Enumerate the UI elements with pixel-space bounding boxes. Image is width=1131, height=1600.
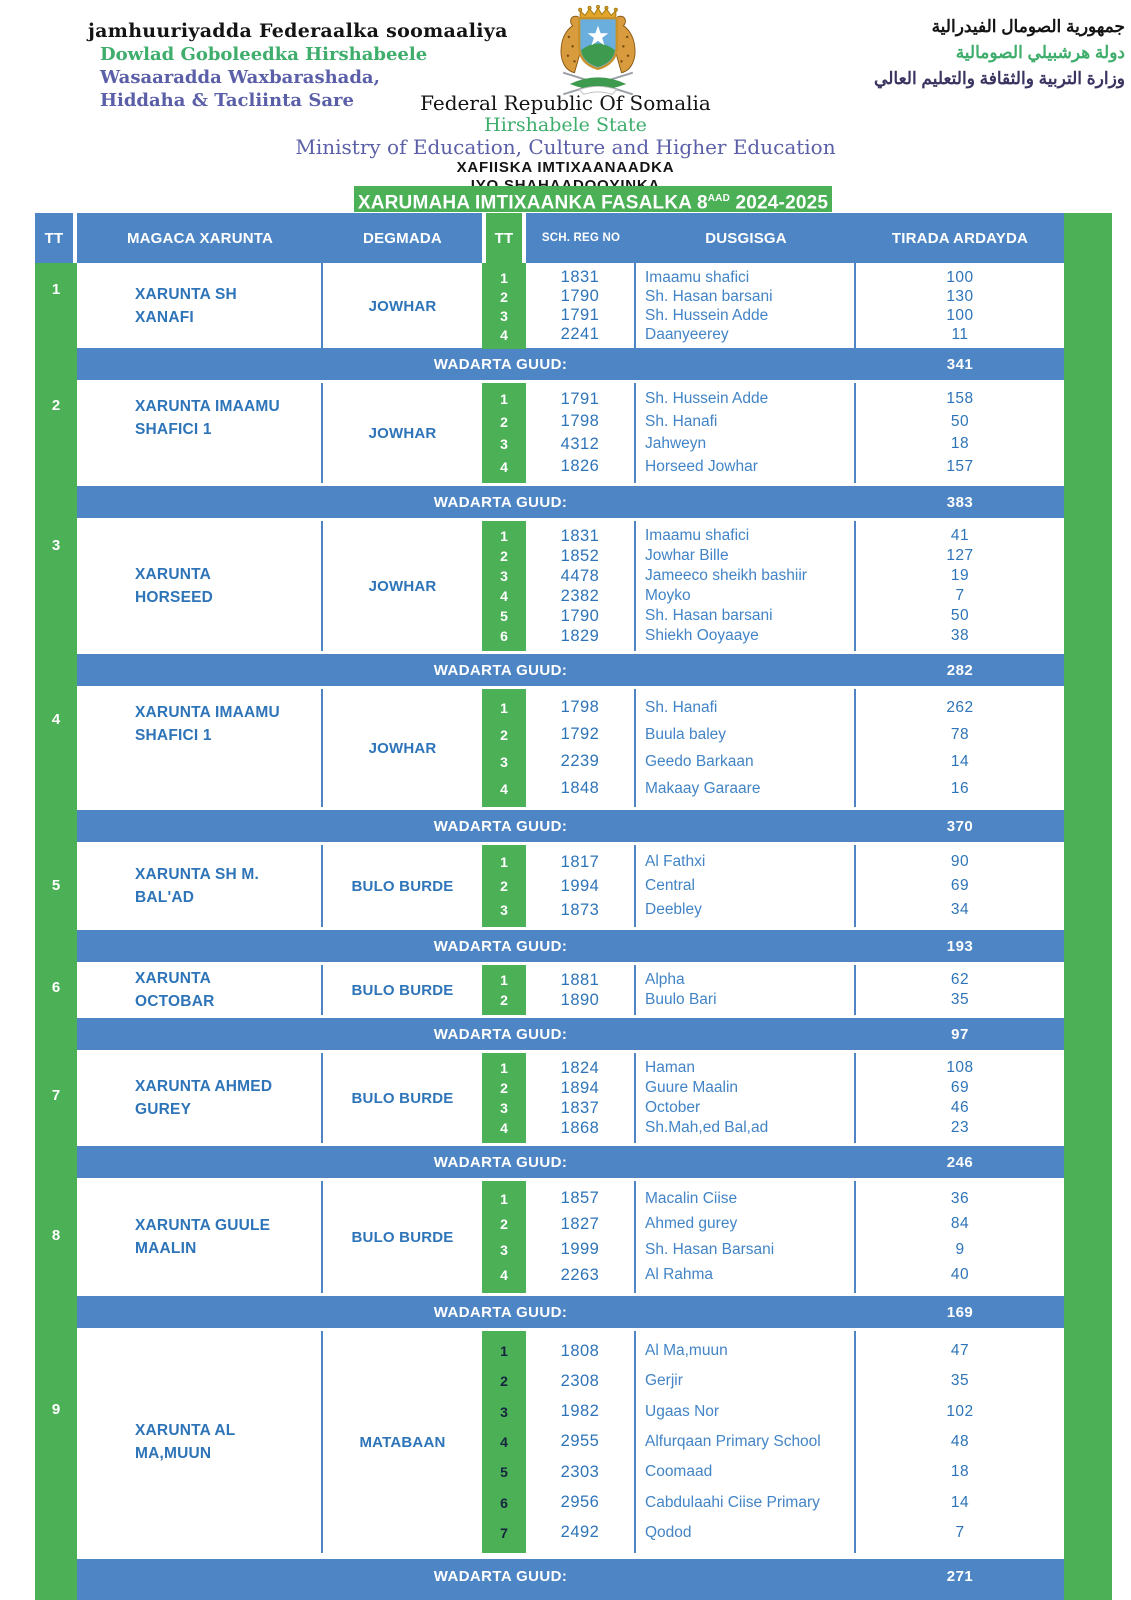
table-body <box>51 263 1064 1600</box>
student-count: 41 <box>950 527 970 544</box>
republic-name-arabic: جمهورية الصومال الفيدرالية <box>931 17 1125 36</box>
student-count: 108 <box>946 1059 974 1076</box>
table-header-row <box>35 213 1112 263</box>
student-count: 34 <box>950 901 970 918</box>
school-name: Sh. Hasan barsani <box>645 287 773 305</box>
school-index-number: 6 <box>500 1494 508 1511</box>
center-group-row <box>51 1331 1064 1553</box>
group-index-number: 2 <box>51 397 61 414</box>
student-count: 127 <box>946 547 974 564</box>
school-reg-no: 2308 <box>560 1371 600 1390</box>
center-name: XARUNTA SH XANAFI <box>135 286 237 326</box>
school-name: Sh. Hanafi <box>645 698 718 716</box>
student-count-cell <box>856 965 1064 1015</box>
student-count: 62 <box>950 971 970 988</box>
total-row <box>77 930 1064 962</box>
school-index-band <box>482 965 526 1015</box>
somalia-coat-of-arms-icon <box>527 5 669 99</box>
school-index-number: 4 <box>500 458 508 475</box>
district-cell: MATABAAN <box>359 1433 446 1451</box>
district-cell: JOWHAR <box>368 297 437 315</box>
school-index-number: 1 <box>500 1060 508 1076</box>
school-reg-no: 1831 <box>560 268 600 286</box>
school-name: Ugaas Nor <box>645 1402 720 1420</box>
district-cell: BULO BURDE <box>351 1089 454 1107</box>
student-count-cell <box>856 1331 1064 1553</box>
center-name-cell <box>77 521 323 651</box>
student-count: 50 <box>950 412 970 430</box>
student-count: 14 <box>950 752 970 770</box>
total-row-value: 341 <box>856 348 1064 380</box>
student-count: 18 <box>950 435 970 453</box>
total-row-value: 383 <box>856 486 1064 518</box>
center-name-cell <box>77 689 323 807</box>
student-count: 11 <box>951 325 969 343</box>
school-index-number: 4 <box>500 780 508 797</box>
school-reg-no: 1852 <box>560 546 600 565</box>
school-index-band <box>482 383 526 483</box>
school-reg-no: 1837 <box>560 1098 600 1117</box>
district-cell: BULO BURDE <box>351 877 454 895</box>
school-name: October <box>645 1099 701 1116</box>
state-name-arabic: دولة هرشبيلي الصومالية <box>955 43 1125 62</box>
school-reg-no: 1790 <box>560 287 600 305</box>
banner-year: 2024-2025 <box>730 192 829 214</box>
page-header <box>0 0 1131 213</box>
school-reg-no-cell <box>526 1053 636 1143</box>
school-name-cell <box>636 521 856 651</box>
student-count: 35 <box>950 991 970 1008</box>
group-index-number: 9 <box>51 1401 61 1418</box>
school-index-number: 2 <box>500 1216 508 1233</box>
school-reg-no: 1857 <box>560 1189 600 1208</box>
school-name: Alfurqaan Primary School <box>645 1432 821 1450</box>
school-name-cell <box>636 1331 856 1553</box>
school-index-number: 2 <box>500 288 508 305</box>
student-count: 158 <box>946 390 974 408</box>
group-index-number: 8 <box>51 1227 61 1244</box>
school-index-number: 4 <box>500 1433 508 1450</box>
school-name: Shiekh Ooyaaye <box>645 627 759 644</box>
office-name-line1: XAFIISKA IMTIXAANAADKA <box>456 159 675 176</box>
student-count: 16 <box>950 779 970 797</box>
student-count-cell <box>856 383 1064 483</box>
school-index-number: 3 <box>500 307 508 324</box>
school-index-number: 3 <box>500 436 508 453</box>
group-index-number: 5 <box>51 877 61 894</box>
school-reg-no: 2956 <box>560 1493 600 1512</box>
school-name: Guure Maalin <box>645 1079 739 1096</box>
school-name: Ahmed gurey <box>645 1215 738 1233</box>
school-index-number: 5 <box>500 608 508 624</box>
group-index-number: 6 <box>51 979 61 996</box>
school-reg-no: 2382 <box>560 586 600 605</box>
school-name: Sh. Hussein Adde <box>645 390 769 408</box>
school-name: Al Ma,muun <box>645 1342 728 1360</box>
student-count-cell <box>856 845 1064 927</box>
student-count: 47 <box>950 1342 970 1360</box>
center-name-cell <box>77 383 323 483</box>
student-count: 36 <box>950 1189 970 1207</box>
school-index-number: 2 <box>500 726 508 743</box>
school-name: Imaamu shafici <box>645 268 750 286</box>
school-reg-no: 1791 <box>560 389 600 408</box>
republic-name-english: Federal Republic Of Somalia <box>420 91 711 115</box>
col-header-degmada: DEGMADA <box>323 213 482 263</box>
school-name: Imaamu shafici <box>645 527 750 544</box>
school-reg-no: 1798 <box>560 698 600 716</box>
school-reg-no-cell <box>526 689 636 807</box>
school-name: Central <box>645 877 695 894</box>
student-count: 35 <box>950 1372 970 1390</box>
center-name-cell <box>77 965 323 1015</box>
total-row <box>77 810 1064 842</box>
student-count: 100 <box>946 306 974 324</box>
state-name-somali: Dowlad Goboleedka Hirshabeele <box>100 44 428 65</box>
school-name-cell <box>636 845 856 927</box>
school-name: Al Rahma <box>645 1266 714 1284</box>
school-name: Al Fathxi <box>645 853 706 870</box>
school-index-band <box>482 1053 526 1143</box>
exam-centers-table <box>35 213 1112 1600</box>
school-name: Macalin Ciise <box>645 1189 738 1207</box>
student-count: 84 <box>950 1215 970 1233</box>
school-name: Coomaad <box>645 1463 713 1481</box>
school-reg-no: 1808 <box>560 1341 600 1360</box>
group-index-number: 3 <box>51 537 61 554</box>
school-reg-no: 1817 <box>560 852 600 871</box>
school-reg-no: 1792 <box>560 725 600 743</box>
center-name: XARUNTA HORSEED <box>135 566 214 606</box>
center-name: XARUNTA AL MA,MUUN <box>135 1422 236 1462</box>
total-row-label: WADARTA GUUD: <box>77 486 856 518</box>
school-reg-no: 1848 <box>560 779 600 797</box>
student-count: 14 <box>950 1493 970 1511</box>
center-name-cell <box>77 1053 323 1143</box>
total-row-value: 97 <box>856 1018 1064 1050</box>
school-name: Moyko <box>645 587 691 604</box>
school-index-band <box>482 1331 526 1553</box>
student-count: 46 <box>950 1099 970 1116</box>
school-name: Sh. Hussein Adde <box>645 306 769 324</box>
school-index-number: 4 <box>500 588 508 604</box>
center-group-row <box>51 965 1064 1015</box>
school-reg-no: 1791 <box>560 306 600 324</box>
total-row-label: WADARTA GUUD: <box>77 1296 856 1328</box>
student-count-cell <box>856 263 1064 349</box>
school-reg-no: 1999 <box>560 1240 600 1259</box>
school-index-number: 1 <box>500 269 508 286</box>
school-index-number: 4 <box>500 1120 508 1136</box>
school-name: Sh. Hasan barsani <box>645 607 773 624</box>
school-index-number: 7 <box>500 1524 508 1541</box>
total-row-value: 246 <box>856 1146 1064 1178</box>
republic-name-somali: jamhuuriyadda Federaalka soomaaliya <box>88 20 508 42</box>
student-count: 157 <box>946 457 974 475</box>
banner-superscript: AAD <box>707 193 730 204</box>
center-name-cell <box>77 1331 323 1553</box>
state-name-english: Hirshabele State <box>484 114 647 136</box>
school-name-cell <box>636 1181 856 1293</box>
student-count: 18 <box>950 1463 970 1481</box>
school-name-cell <box>636 263 856 349</box>
total-row <box>77 486 1064 518</box>
student-count: 38 <box>950 627 970 644</box>
total-row-label: WADARTA GUUD: <box>77 654 856 686</box>
left-green-strip <box>35 263 77 1600</box>
school-name: Jameeco sheikh bashiir <box>645 567 807 584</box>
total-row-value: 169 <box>856 1296 1064 1328</box>
school-index-number: 1 <box>500 699 508 716</box>
school-index-number: 2 <box>500 992 508 1008</box>
center-group-row <box>51 1053 1064 1143</box>
group-index-number: 1 <box>51 281 61 298</box>
school-name: Cabdulaahi Ciise Primary <box>645 1493 820 1511</box>
student-count: 9 <box>955 1240 965 1258</box>
total-row <box>77 654 1064 686</box>
district-cell: BULO BURDE <box>351 1228 454 1246</box>
school-index-number: 2 <box>500 1373 508 1390</box>
school-name: Haman <box>645 1059 695 1076</box>
school-name: Geedo Barkaan <box>645 752 754 770</box>
student-count: 23 <box>950 1119 970 1136</box>
school-reg-no: 1881 <box>560 970 600 989</box>
document-title-banner <box>354 186 832 212</box>
school-index-number: 3 <box>500 1403 508 1420</box>
col-header-sch-reg-no: SCH. REG NO <box>526 213 636 263</box>
center-group-row <box>51 845 1064 927</box>
total-row <box>77 1146 1064 1178</box>
student-count: 130 <box>946 287 974 305</box>
school-index-number: 1 <box>500 854 508 870</box>
col-header-tirada-ardayda: TIRADA ARDAYDA <box>856 213 1064 263</box>
school-reg-no: 1798 <box>560 412 600 431</box>
school-index-number: 3 <box>500 902 508 918</box>
student-count-cell <box>856 1053 1064 1143</box>
group-index-number: 7 <box>51 1087 61 1104</box>
school-index-number: 5 <box>500 1464 508 1481</box>
right-green-strip <box>1064 213 1112 1600</box>
school-name: Horseed Jowhar <box>645 457 758 475</box>
school-index-number: 1 <box>500 1343 508 1360</box>
student-count: 100 <box>946 268 974 286</box>
total-row <box>77 1559 1064 1600</box>
center-name: XARUNTA SH M. BAL'AD <box>135 866 260 906</box>
school-index-number: 2 <box>500 548 508 564</box>
school-name: Gerjir <box>645 1372 683 1390</box>
school-reg-no-cell <box>526 1181 636 1293</box>
school-reg-no-cell <box>526 263 636 349</box>
school-reg-no: 1827 <box>560 1214 600 1233</box>
total-row <box>77 348 1064 380</box>
school-name: Sh.Mah,ed Bal,ad <box>645 1119 769 1136</box>
school-index-number: 1 <box>500 391 508 408</box>
school-name-cell <box>636 1053 856 1143</box>
total-row <box>77 1018 1064 1050</box>
student-count: 102 <box>946 1402 974 1420</box>
district-cell: BULO BURDE <box>351 981 454 999</box>
center-name: XARUNTA AHMED GUREY <box>135 1078 273 1118</box>
school-name: Jahweyn <box>645 435 707 453</box>
center-group-row <box>51 383 1064 483</box>
school-name: Daanyeerey <box>645 325 729 343</box>
school-reg-no: 1994 <box>560 876 600 895</box>
student-count: 7 <box>955 587 965 604</box>
total-row-value: 370 <box>856 810 1064 842</box>
total-row-label: WADARTA GUUD: <box>77 348 856 380</box>
student-count-cell <box>856 1181 1064 1293</box>
school-reg-no: 1790 <box>560 606 600 625</box>
school-name: Buula baley <box>645 725 727 743</box>
school-index-number: 3 <box>500 753 508 770</box>
header-english-block <box>0 92 1131 195</box>
school-reg-no: 1868 <box>560 1118 600 1137</box>
school-index-number: 3 <box>500 1241 508 1258</box>
school-index-band <box>482 263 526 349</box>
center-name-cell <box>77 845 323 927</box>
center-name-cell <box>77 263 323 349</box>
school-reg-no: 1831 <box>560 526 600 545</box>
student-count: 90 <box>950 853 970 870</box>
col-header-dusgisga: DUSGISGA <box>636 213 856 263</box>
center-name-cell <box>77 1181 323 1293</box>
school-name-cell <box>636 689 856 807</box>
school-name: Buulo Bari <box>645 991 717 1008</box>
center-group-row <box>51 689 1064 807</box>
center-group-row <box>51 521 1064 651</box>
school-reg-no: 1826 <box>560 457 600 476</box>
school-index-number: 2 <box>500 1080 508 1096</box>
center-name: XARUNTA GUULE MAALIN <box>135 1217 271 1257</box>
school-index-band <box>482 1181 526 1293</box>
total-row-value: 282 <box>856 654 1064 686</box>
student-count: 69 <box>950 877 970 894</box>
school-index-number: 2 <box>500 413 508 430</box>
school-index-band <box>482 689 526 807</box>
school-name-cell <box>636 383 856 483</box>
school-name: Sh. Hasan Barsani <box>645 1240 775 1258</box>
school-reg-no-cell <box>526 1331 636 1553</box>
school-name: Jowhar Bille <box>645 547 729 564</box>
district-cell: JOWHAR <box>368 577 437 595</box>
school-index-band <box>482 521 526 651</box>
school-index-number: 1 <box>500 528 508 544</box>
school-reg-no: 4312 <box>560 434 600 453</box>
school-reg-no-cell <box>526 521 636 651</box>
school-reg-no: 1982 <box>560 1402 600 1421</box>
school-reg-no: 1829 <box>560 626 600 645</box>
school-reg-no: 1890 <box>560 990 600 1009</box>
total-row-label: WADARTA GUUD: <box>77 1018 856 1050</box>
ministry-name-somali-1: Wasaaradda Waxbarashada, <box>100 67 380 88</box>
center-group-row <box>51 263 1064 345</box>
school-reg-no: 2239 <box>560 752 600 770</box>
ministry-name-somali-2: Hiddaha & Tacliinta Sare <box>100 90 354 111</box>
school-reg-no: 1824 <box>560 1058 600 1077</box>
school-index-number: 4 <box>500 326 508 343</box>
school-name: Alpha <box>645 971 685 988</box>
ministry-name-arabic: وزارة التربية والثقافة والتعليم العالي <box>874 69 1125 88</box>
school-index-number: 4 <box>500 1267 508 1284</box>
student-count: 69 <box>950 1079 970 1096</box>
school-index-band <box>482 845 526 927</box>
center-name: XARUNTA OCTOBAR <box>135 970 215 1010</box>
student-count: 19 <box>950 567 970 584</box>
school-reg-no-cell <box>526 965 636 1015</box>
center-name: XARUNTA IMAAMU SHAFICI 1 <box>135 398 280 438</box>
school-index-number: 1 <box>500 1190 508 1207</box>
group-index-number: 4 <box>51 711 61 728</box>
student-count: 262 <box>946 698 974 716</box>
school-index-number: 3 <box>500 568 508 584</box>
student-count-cell <box>856 689 1064 807</box>
center-group-row <box>51 1181 1064 1293</box>
header-arabic-block <box>874 14 1125 92</box>
school-name: Makaay Garaare <box>645 779 761 797</box>
school-reg-no: 1873 <box>560 900 600 919</box>
school-reg-no: 2241 <box>560 325 600 343</box>
school-name-cell <box>636 965 856 1015</box>
student-count: 7 <box>955 1523 965 1541</box>
total-row-label: WADARTA GUUD: <box>77 1559 856 1600</box>
school-index-number: 1 <box>500 972 508 988</box>
school-reg-no: 2303 <box>560 1462 600 1481</box>
school-reg-no-cell <box>526 383 636 483</box>
banner-text: XARUMAHA IMTIXAANKA FASALKA 8 <box>357 192 708 214</box>
student-count: 48 <box>950 1432 970 1450</box>
school-reg-no: 4478 <box>560 566 600 585</box>
ministry-name-english: Ministry of Education, Culture and Higher Education <box>295 135 836 159</box>
total-row-label: WADARTA GUUD: <box>77 930 856 962</box>
school-reg-no: 2263 <box>560 1265 600 1284</box>
school-reg-no: 2955 <box>560 1432 600 1451</box>
student-count: 78 <box>950 725 970 743</box>
school-name: Sh. Hanafi <box>645 412 718 430</box>
student-count: 50 <box>950 607 970 624</box>
student-count: 40 <box>950 1266 970 1284</box>
school-reg-no: 1894 <box>560 1078 600 1097</box>
col-header-magaca-xarunta: MAGACA XARUNTA <box>77 213 323 263</box>
col-header-tt: TT <box>35 213 77 263</box>
district-cell: JOWHAR <box>368 424 437 442</box>
school-name: Qodod <box>645 1523 692 1541</box>
school-name: Deebley <box>645 901 702 918</box>
center-name: XARUNTA IMAAMU SHAFICI 1 <box>135 704 280 744</box>
total-row-label: WADARTA GUUD: <box>77 1146 856 1178</box>
total-row <box>77 1296 1064 1328</box>
school-reg-no: 2492 <box>560 1523 600 1542</box>
col-header-sub-tt: TT <box>482 213 526 263</box>
school-index-number: 6 <box>500 628 508 644</box>
student-count-cell <box>856 521 1064 651</box>
total-row-value: 193 <box>856 930 1064 962</box>
total-row-label: WADARTA GUUD: <box>77 810 856 842</box>
school-reg-no-cell <box>526 845 636 927</box>
school-index-number: 3 <box>500 1100 508 1116</box>
district-cell: JOWHAR <box>368 739 437 757</box>
school-index-number: 2 <box>500 878 508 894</box>
total-row-value: 271 <box>856 1559 1064 1600</box>
